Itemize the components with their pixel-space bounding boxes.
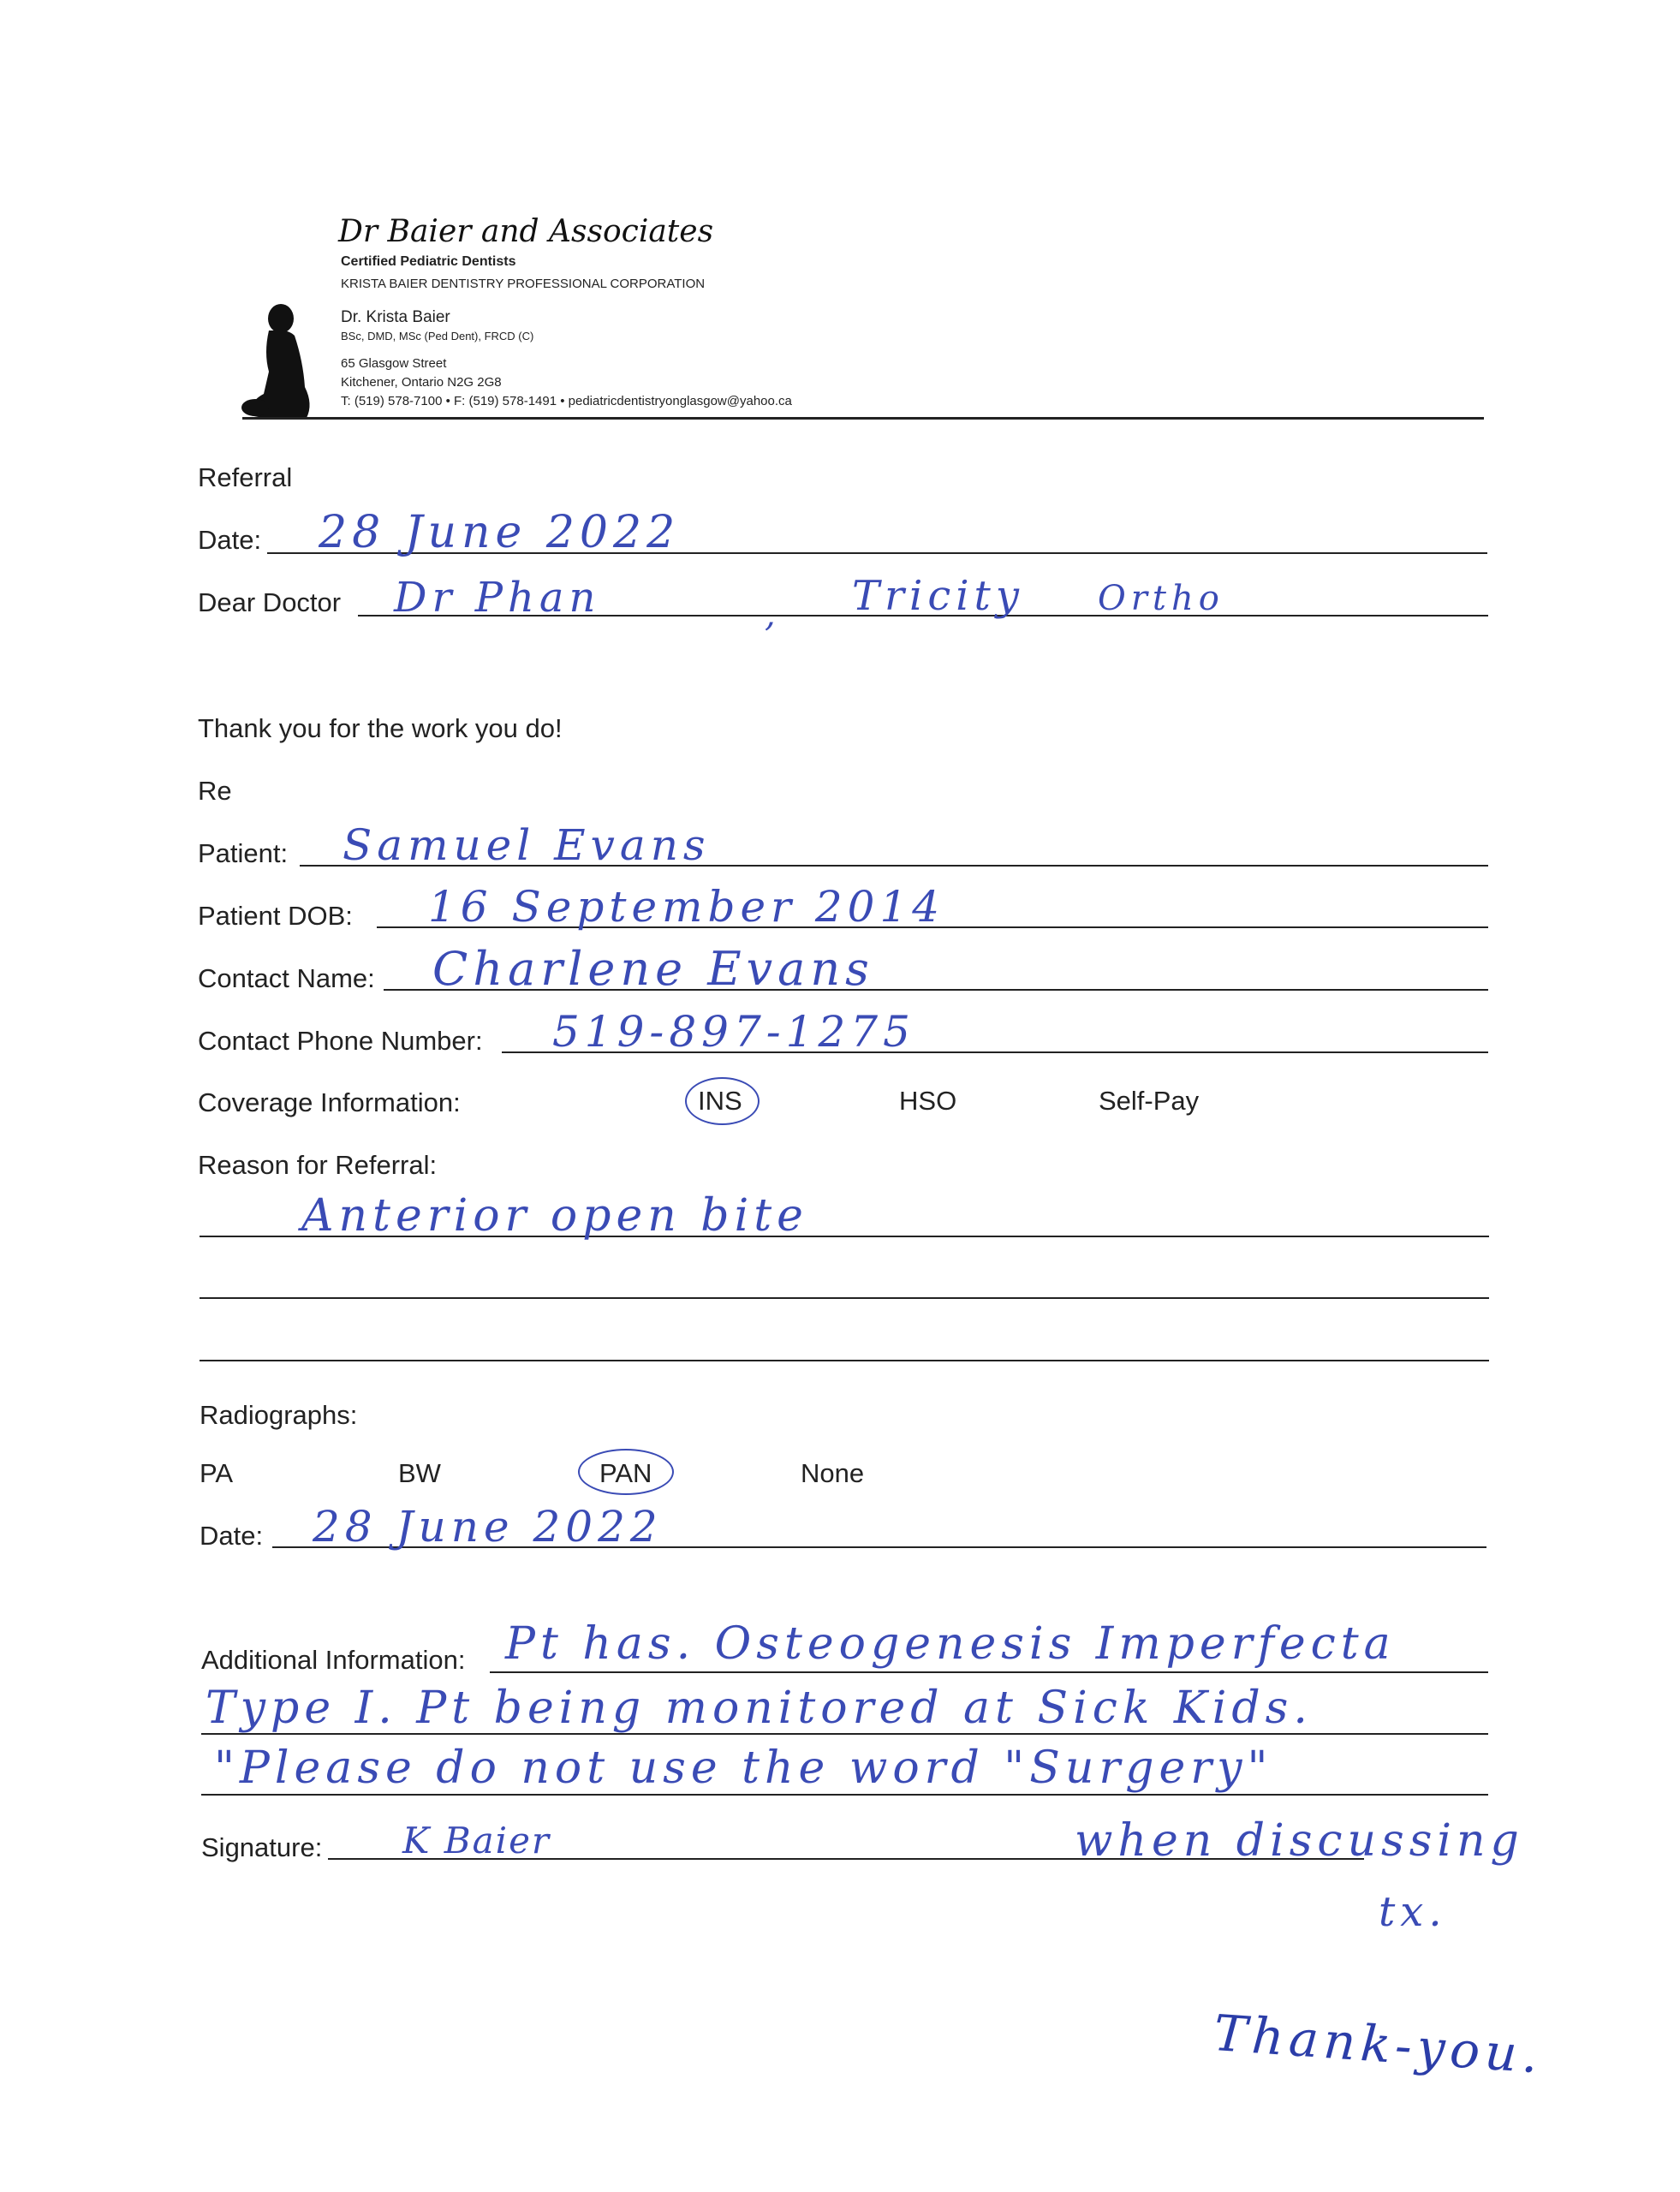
reason-line-3 bbox=[200, 1360, 1489, 1361]
doctor-credentials: BSc, DMD, MSc (Ped Dent), FRCD (C) bbox=[341, 330, 534, 342]
city-address: Kitchener, Ontario N2G 2G8 bbox=[341, 375, 502, 390]
reason-line-2 bbox=[200, 1297, 1489, 1299]
contact-name-handwritten: Charlene Evans bbox=[432, 942, 874, 996]
corporation-line: KRISTA BAIER DENTISTRY PROFESSIONAL CORPORATION bbox=[341, 277, 706, 291]
signature-label: Signature: bbox=[201, 1832, 323, 1862]
street-address: 65 Glasgow Street bbox=[341, 356, 447, 371]
radiograph-option-pan: PAN bbox=[599, 1458, 652, 1488]
patient-handwritten: Samuel Evans bbox=[343, 820, 711, 870]
closing-handwritten: Thank-you. bbox=[1212, 2004, 1546, 2085]
reason-handwritten: Anterior open bite bbox=[301, 1190, 808, 1242]
doctor-handwritten: Dr Phan bbox=[394, 574, 601, 622]
additional-handwritten-line-4: when discussing bbox=[1075, 1815, 1524, 1867]
xray-date-handwritten: 28 June 2022 bbox=[313, 1502, 663, 1552]
additional-info-label: Additional Information: bbox=[201, 1645, 466, 1675]
date-label: Date: bbox=[198, 525, 262, 555]
additional-handwritten-line-3: "Please do not use the word "Surgery" bbox=[214, 1742, 1273, 1794]
doctor-name: Dr. Krista Baier bbox=[341, 308, 450, 326]
contact-name-label: Contact Name: bbox=[198, 963, 375, 993]
additional-handwritten-line-1: Pt has. Osteogenesis Imperfecta bbox=[505, 1618, 1396, 1670]
signature-handwritten: K Baier bbox=[402, 1820, 551, 1861]
radiographs-label: Radiographs: bbox=[200, 1400, 358, 1430]
coverage-option-ins: INS bbox=[698, 1086, 742, 1116]
additional-line-3 bbox=[201, 1794, 1488, 1796]
coverage-option-self-pay: Self-Pay bbox=[1099, 1086, 1200, 1116]
dob-handwritten: 16 September 2014 bbox=[428, 882, 945, 932]
date-handwritten: 28 June 2022 bbox=[319, 507, 681, 558]
letterhead-divider bbox=[242, 417, 1484, 420]
ortho-handwritten: Ortho bbox=[1098, 579, 1224, 618]
additional-line-1 bbox=[490, 1671, 1488, 1673]
additional-handwritten-line-5: tx. bbox=[1379, 1888, 1447, 1936]
coverage-option-hso: HSO bbox=[899, 1086, 957, 1116]
radiograph-option-pa: PA bbox=[200, 1458, 234, 1488]
child-silhouette-logo bbox=[238, 301, 317, 421]
re-label: Re bbox=[198, 776, 232, 806]
comma-handwritten: , bbox=[765, 595, 781, 634]
dob-label: Patient DOB: bbox=[198, 901, 353, 931]
thanks-line: Thank you for the work you do! bbox=[198, 713, 563, 743]
coverage-label: Coverage Information: bbox=[198, 1087, 461, 1117]
reason-label: Reason for Referral: bbox=[198, 1150, 438, 1180]
radiograph-option-bw: BW bbox=[398, 1458, 441, 1488]
contact-line: T: (519) 578-7100 • F: (519) 578-1491 • pediatricdentistryonglasgow@yahoo.ca bbox=[341, 394, 792, 408]
contact-phone-handwritten: 519-897-1275 bbox=[552, 1007, 915, 1057]
practice-name: Dr Baier and Associates bbox=[338, 214, 714, 249]
referral-heading: Referral bbox=[198, 462, 293, 492]
additional-handwritten-line-2: Type I. Pt being monitored at Sick Kids. bbox=[206, 1683, 1313, 1734]
dear-doctor-label: Dear Doctor bbox=[198, 587, 342, 617]
clinic-handwritten: Tricity bbox=[852, 572, 1024, 620]
specialty-line: Certified Pediatric Dentists bbox=[341, 254, 516, 269]
patient-label: Patient: bbox=[198, 838, 289, 868]
radiograph-option-none: None bbox=[801, 1458, 865, 1488]
xray-date-label: Date: bbox=[200, 1521, 264, 1551]
contact-phone-label: Contact Phone Number: bbox=[198, 1026, 483, 1056]
